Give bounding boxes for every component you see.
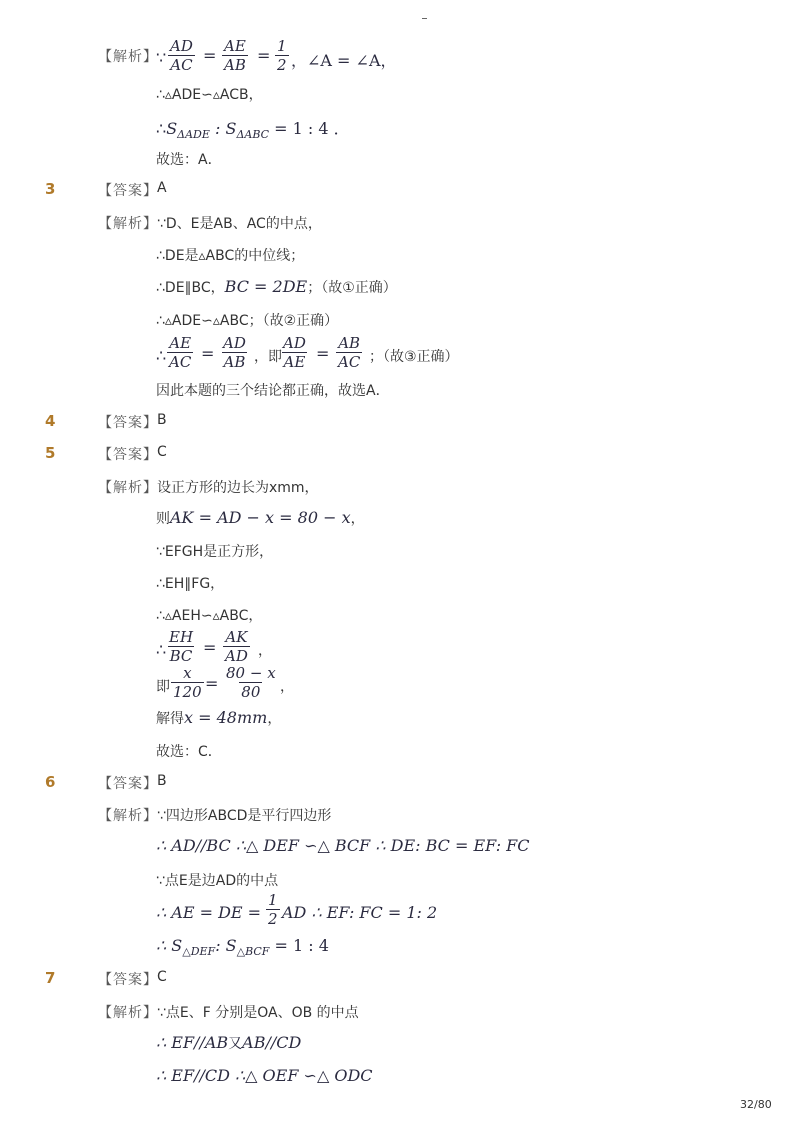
similar-triangles-line: ∴▵ADE∽▵ACB，: [156, 87, 263, 103]
answer-tag: 【答案】: [98, 972, 158, 988]
area-ratio-line: ∴ $S_{\triangle DEF}$: $S_{\triangle BCF} = 1$ : 4: [156, 936, 329, 959]
analysis-line: ∴▵AEH∽▵ABC，: [156, 608, 263, 624]
analysis-tag: 【解析】: [98, 49, 158, 65]
answer-tag: 【答案】: [98, 415, 158, 431]
question-number: 4: [45, 412, 56, 430]
fraction-one-half: $\frac{1}{2}$: [277, 37, 287, 74]
answer-value: B: [157, 773, 167, 789]
equals-sign: =: [257, 46, 271, 65]
answer-value: A: [157, 180, 167, 196]
analysis-line: ∵四边形ABCD是平行四边形: [157, 808, 332, 824]
analysis-tag: 【解析】: [98, 1005, 158, 1021]
area-ratio-line: $\therefore S_{\Delta ADE}$ : $S_{\Delta ABC} = 1$ : 4 ．: [156, 119, 350, 142]
analysis-tag: 【解析】: [98, 480, 158, 496]
answer-tag: 【答案】: [98, 776, 158, 792]
fraction-ad-ac: $\frac{AD}{AC}$: [170, 37, 193, 74]
equals-sign: =: [203, 638, 217, 657]
equals-sign: =: [203, 46, 217, 65]
analysis-line: ∴▵ADE∽▵ABC；（故②正确）: [156, 313, 339, 329]
because-symbol: ∵: [156, 48, 167, 67]
choice-line: 故选：A．: [156, 152, 222, 168]
fraction-ae-ab: $\frac{AE}{AB}$: [224, 37, 246, 74]
ji-text: 即: [156, 679, 170, 695]
angle-equality: ，∠A = ∠A，: [291, 51, 397, 70]
parallel-line: ∴ EF//AB又AB//CD: [156, 1033, 302, 1052]
analysis-line: ∵EFGH是正方形，: [156, 544, 274, 560]
analysis-line: 解得x = 48mm，: [156, 708, 282, 727]
fraction-x-120: $\frac{x}{120}$: [173, 664, 202, 701]
ji-text: ，即: [254, 349, 282, 365]
fraction-ad-ae: $\frac{AD}{AE}$: [283, 334, 306, 371]
therefore-symbol: ∴: [156, 640, 167, 659]
question-number: 6: [45, 773, 56, 791]
comma: ，: [280, 679, 294, 695]
ratio-equation: AD ∴ EF: FC = 1: 2: [282, 903, 438, 922]
analysis-line: ∴EH∥FG，: [156, 576, 225, 592]
answer-value: B: [157, 412, 167, 428]
analysis-line: 设正方形的边长为xmm，: [157, 480, 319, 496]
equals-sign: =: [201, 344, 215, 363]
analysis-line: 则AK = AD − x = 80 − x，: [156, 508, 365, 527]
question-number: 5: [45, 444, 56, 462]
fraction-ak-ad: $\frac{AK}{AD}$: [225, 628, 248, 665]
parallel-similar-line: ∴ AD//BC ∴△ DEF ∽△ BCF ∴ DE: BC = EF: FC: [156, 836, 530, 855]
answer-tag: 【答案】: [98, 447, 158, 463]
analysis-line: ∵点E是边AD的中点: [156, 873, 279, 889]
fraction-ae-ac: $\frac{AE}{AC}$: [169, 334, 192, 371]
equals-sign: =: [205, 674, 219, 693]
analysis-line: ∵D、E是AB、AC的中点，: [157, 216, 322, 232]
comma: ，: [258, 643, 272, 659]
analysis-line: 因此本题的三个结论都正确，故选A．: [156, 383, 390, 399]
page-number: 32/80: [740, 1098, 772, 1111]
analysis-line: ∵点E、F 分别是OA、OB 的中点: [157, 1005, 359, 1021]
question-number: 3: [45, 180, 56, 198]
conclusion-note: ；（故③正确）: [369, 349, 459, 365]
analysis-tag: 【解析】: [98, 808, 158, 824]
answer-value: C: [157, 969, 167, 985]
analysis-tag: 【解析】: [98, 216, 158, 232]
fraction-ad-ab: $\frac{AD}{AB}$: [223, 334, 246, 371]
choice-line: 故选：C．: [156, 744, 222, 760]
analysis-line: ∴DE是▵ABC的中位线；: [156, 248, 305, 264]
midpoint-equation: ∴ AE = DE =: [156, 903, 262, 922]
fraction-ab-ac: $\frac{AB}{AC}$: [338, 334, 361, 371]
question-number: 7: [45, 969, 56, 987]
answer-value: C: [157, 444, 167, 460]
fraction-one-half: $\frac{1}{2}$: [268, 891, 278, 928]
therefore-symbol: ∴: [156, 346, 167, 365]
similar-triangles-line: ∴ EF//CD ∴△ OEF ∽△ ODC: [156, 1066, 373, 1085]
equals-sign: =: [316, 344, 330, 363]
analysis-line: ∴DE∥BC，BC = 2DE；（故①正确）: [156, 277, 397, 296]
fraction-80-minus-x: $\frac{80 - x}{80}$: [226, 664, 276, 701]
fraction-eh-bc: $\frac{EH}{BC}$: [169, 628, 194, 665]
answer-tag: 【答案】: [98, 183, 158, 199]
header-mark: [422, 18, 427, 19]
